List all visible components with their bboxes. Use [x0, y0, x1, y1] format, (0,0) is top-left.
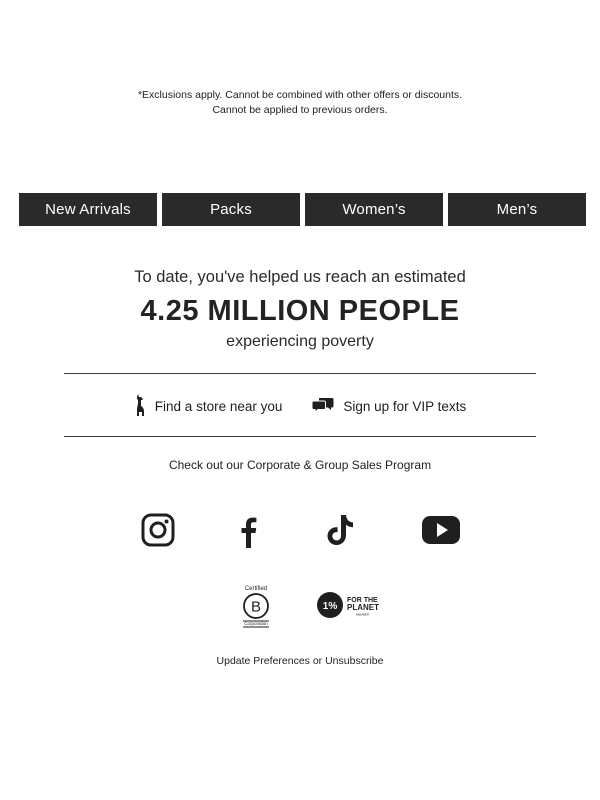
find-store-label: Find a store near you: [154, 398, 283, 414]
bcorp-letter: B: [250, 598, 262, 616]
facebook-icon[interactable]: [229, 510, 269, 550]
planet-mark: 1%: [322, 601, 338, 612]
nav-packs-button[interactable]: Packs: [162, 193, 300, 226]
certifications: [0, 583, 600, 629]
nav-new-arrivals-button[interactable]: New Arrivals: [19, 193, 157, 226]
vip-texts-label: Sign up for VIP texts: [343, 398, 467, 414]
disclaimer-line-2: Cannot be applied to previous orders.: [212, 104, 388, 116]
bcorp-top-text: Certified: [244, 586, 268, 592]
nav-mens-button[interactable]: Men’s: [448, 193, 586, 226]
youtube-icon[interactable]: [421, 510, 461, 550]
llama-icon: [134, 394, 146, 419]
tiktok-icon[interactable]: [320, 510, 360, 550]
update-preferences-link[interactable]: Update Preferences or Unsubscribe: [216, 655, 384, 667]
nav-womens-button[interactable]: Women’s: [305, 193, 443, 226]
impact-number: 4.25 MILLION PEOPLE: [140, 295, 460, 327]
vip-texts-link[interactable]: [312, 397, 466, 416]
disclaimer: [0, 88, 600, 118]
bcorp-bottom-text: Corporation: [244, 621, 268, 626]
impact-lead-text: To date, you've helped us reach an estimated: [134, 268, 466, 286]
impact-tail-text: experiencing poverty: [226, 333, 374, 350]
planet-line-1: FOR THE: [347, 597, 378, 604]
category-nav: [19, 193, 586, 226]
corporate-sales-link[interactable]: Check out our Corporate & Group Sales Program: [168, 458, 432, 472]
divider-bottom: [64, 436, 536, 437]
disclaimer-line-1: *Exclusions apply. Cannot be combined with other offers or discounts.: [137, 89, 463, 101]
utility-links: [0, 393, 600, 419]
find-store-link[interactable]: [134, 394, 283, 419]
instagram-icon[interactable]: [138, 510, 178, 550]
social-links: [0, 510, 600, 550]
planet-line-3: MEMBER: [356, 612, 370, 617]
chat-bubbles-icon: [312, 397, 334, 416]
divider-top: [64, 373, 536, 374]
one-percent-planet-logo: [316, 591, 384, 619]
b-corp-logo: [238, 583, 274, 629]
planet-line-2: PLANET: [347, 603, 379, 612]
